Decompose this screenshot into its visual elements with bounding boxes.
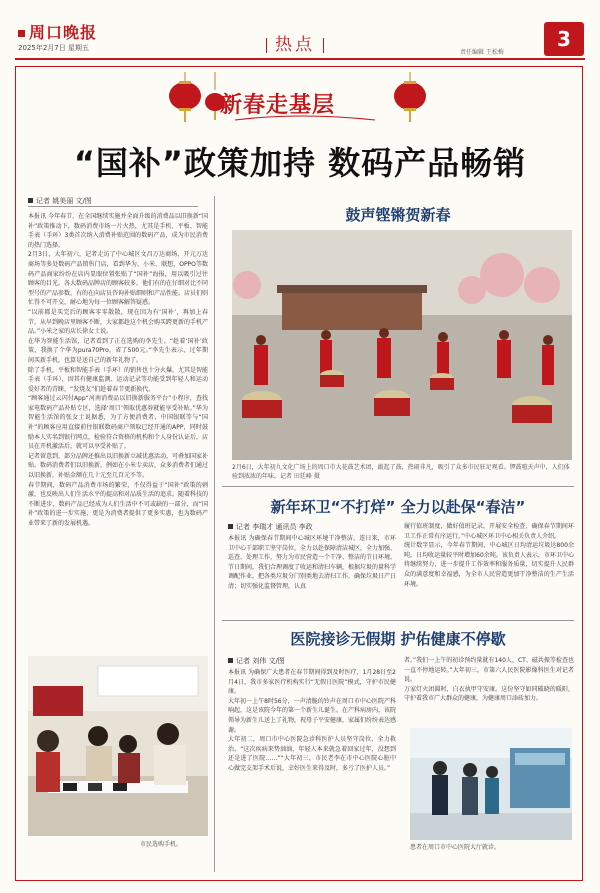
sanitation-title: 新年环卫“不打烊” 全力以赴保“春洁” — [270, 498, 526, 516]
masthead-rule — [15, 58, 585, 60]
lantern-icon — [169, 72, 201, 122]
drum-photo-caption: 2月6日，大年初九文化广场上的周口市大花鼓艺术团，敲起了鼓，热闹非凡，吸引了众多市民驻足观看。锣鼓喧天声中，人们体验到浓浓的年味。记者 田廷峰 摄 — [232, 464, 570, 480]
hospital-body-left: 本报讯 为确保广大患者在春节期间得到及时医疗，1月28日至2月4日，我市多家医疗机构实行“无假日医院”模式，守护市民健康。 大年初一上午8时56分，一声清脆的铃声在周口市中心医院产科响起，这是该院今年的第一个新生儿诞生。在产科病房内，该院领导为新生儿送上了礼物，祝母子平安健康，家属们纷纷表达感谢。 大年初二，周口市中心医院急诊科医护人员坚守岗位，全力救治。“这次疾病来势汹汹，年轻人本来就急着回家过年，没想到还是进了医院……”“大年初三，市民老李在市中心医院心脏中心做完支架手术后说，幸好医生来得及时，多亏了医护人员。” — [228, 669, 396, 772]
phone-photo-caption: 市民选购手机。 — [140, 841, 183, 848]
main-article-body: 本报讯 今年春节，在全国继续实施并全面升级的消费品以旧换新“国补”政策推动下，数码消费市场一片火热，尤其是手机、平板、智能手表（手环）3类首次纳入消费补贴范围的数码产品，成为市民消费的热门选择。 2月3日，大年初六，记者走访了中心城区文昌万达商场、开元万达商场等多处数码产品销售门店，看到华为、小米、联想、OPPO等数码产品商家纷纷在店内显眼位置张贴了“国补”海报，用以吸引过往顾客的目光。各大数码品牌店的顾客较多，他们有的在仔细对比不同型号的产品参数，有的在向店员咨询补贴细则和产品性能。店员们则忙得不可开交，耐心地为每一位顾客解答疑惑。 “以前都是买完后的顾客零零散散，现在因为有‘国补’，再加上春节，从早到晚店里顾客不断，大家都趁这个机会购买跨更新的手机产品。”小米之家的店长徐女士说。 在华为智能生活馆，记者看到了正在选购的李先生。“趁着‘国补’政策，我换了个华为pura70Pro，省了500元。”李先生表示，过年期间买新手机，也算是送自己的新年礼物了。 除了手机，平板和智能手表（手环）的销售也十分火爆，尤其是智能手表（手环），因其有健康监测、运动记录等功能受到年轻人和运动爱好者的青睐，“发烧友”们趁着春节更新换代。 “顾客通过云闪付App“河南消费品以旧换新服务平台”小程序，查找家电数码产品补贴专区，选择‘周口’领取优惠券就能享受补贴。”华为智能生活馆的张女士说据悉，为了方便消费者，中国银联等与“国补”的顾客应用直接前往银联数码商户领取已经开通的APP，同时鼓励本人实名到银行网点，检验符合资格的机构和个人身份认证后，店员在开机激活后，就可以享受补贴了。 记者留意到，部分品牌还推出以旧换新立减优惠活动，可叠加国家补贴。数码消费者们以旧换新，例如在小米专卖店，众多消费者们通过以旧换新，补贴金额在几十元至几百元不等。 春节期间，数码产品消费市场的繁荣，不仅得益于“国补”政策的刺激，也反映出人们生活水平的提高和对品质生活的追求。随着科技的不断进步，数码产品已经成为人们生活中不可或缺的一部分，而“国补”政策的进一步实施，更是为消费者提供了更多实惠，也为数码产业带来了新的发展机遇。 — [28, 213, 208, 527]
sanitation-byline-text: 记者 李瑞才 通讯员 李政 — [236, 523, 313, 531]
section-divider — [266, 38, 267, 53]
byline-marker-icon — [228, 524, 233, 529]
logo-mark-icon — [18, 30, 25, 37]
sanitation-byline — [228, 522, 313, 532]
hospital-byline — [228, 656, 285, 666]
banner-title: 新春走基层 — [220, 92, 336, 118]
hospital-title: 医院接诊无假期 护佑健康不停歇 — [290, 630, 506, 648]
column-divider — [214, 196, 215, 872]
main-headline: “国补”政策加持 数码产品畅销 — [73, 144, 527, 182]
hospital-photo-caption: 患者在周口市中心医院大厅就诊。 — [410, 844, 501, 851]
hospital-byline-text: 记者 刘伟 文/图 — [236, 657, 285, 665]
main-byline-text: 记者 姚美丽 文/图 — [36, 197, 92, 205]
byline-marker-icon — [28, 198, 33, 203]
section-rule — [222, 486, 574, 487]
logo-text: 周口晚报 — [29, 23, 98, 42]
newspaper-logo — [18, 20, 97, 43]
hospital-body-right: 者。”我们一上午的初诊预约量就有140人，CT、磁共振等检查也一直不停地运转。”大年初三，市第六人民医院影像科医生对记者说。 万家灯火团圆时，白衣执甲守安康。这份坚守如同破晓的暖阳，守护着我市广大群众的健康，为健康周口添砖加力。 — [404, 657, 574, 703]
phone-store-photo — [28, 656, 208, 836]
byline-marker-icon — [228, 658, 233, 663]
section-divider — [323, 38, 324, 53]
lantern-icon — [394, 72, 426, 122]
section-title — [258, 30, 332, 55]
hospital-lobby-photo — [410, 728, 572, 840]
drum-title: 鼓声铿锵贺新春 — [345, 206, 451, 224]
editor-credit: 责任编辑 王松梅 — [460, 49, 504, 56]
sanitation-body-right: 履行值班制度，做好值班记录，开展安全检查，确保春节期间环卫工作正常有序运行，”中心城区环卫中心相关负责人介绍。 统计数字显示，今年春节期间，中心城区日均清运垃圾达800余吨，日均收运量较平时增加60余吨。该负责人表示，市环卫中心将继续努力，进一步提升工作效率和服务质量，切实提升人民群众的满意度和幸福感，为全市人民营造更加干净整洁的生产生活环境。 — [404, 523, 574, 588]
drum-performance-photo — [232, 230, 572, 460]
sanitation-body-left: 本报讯 为确保春节期间中心城区环境干净整洁，连日来，市环卫中心干部职工坚守岗位，全力以赴保障清洁城区，全力加强、巡查、处理工作，努力为市民营造一个干净、整洁的节日环境。 节日期间，我们合理调度了收运和清扫车辆，根据垃圾的量科学调配作业，把各类垃圾分门别类地去清扫工作，确保垃圾日产日清；切实强化监督管理，认真 — [228, 535, 396, 590]
page-number: 3 — [544, 22, 584, 56]
issue-date: 2025年2月7日 星期五 — [18, 44, 89, 52]
byline-rule — [28, 206, 198, 207]
section-label: 热点 — [275, 35, 315, 55]
main-byline — [28, 196, 92, 206]
section-rule — [222, 620, 574, 621]
